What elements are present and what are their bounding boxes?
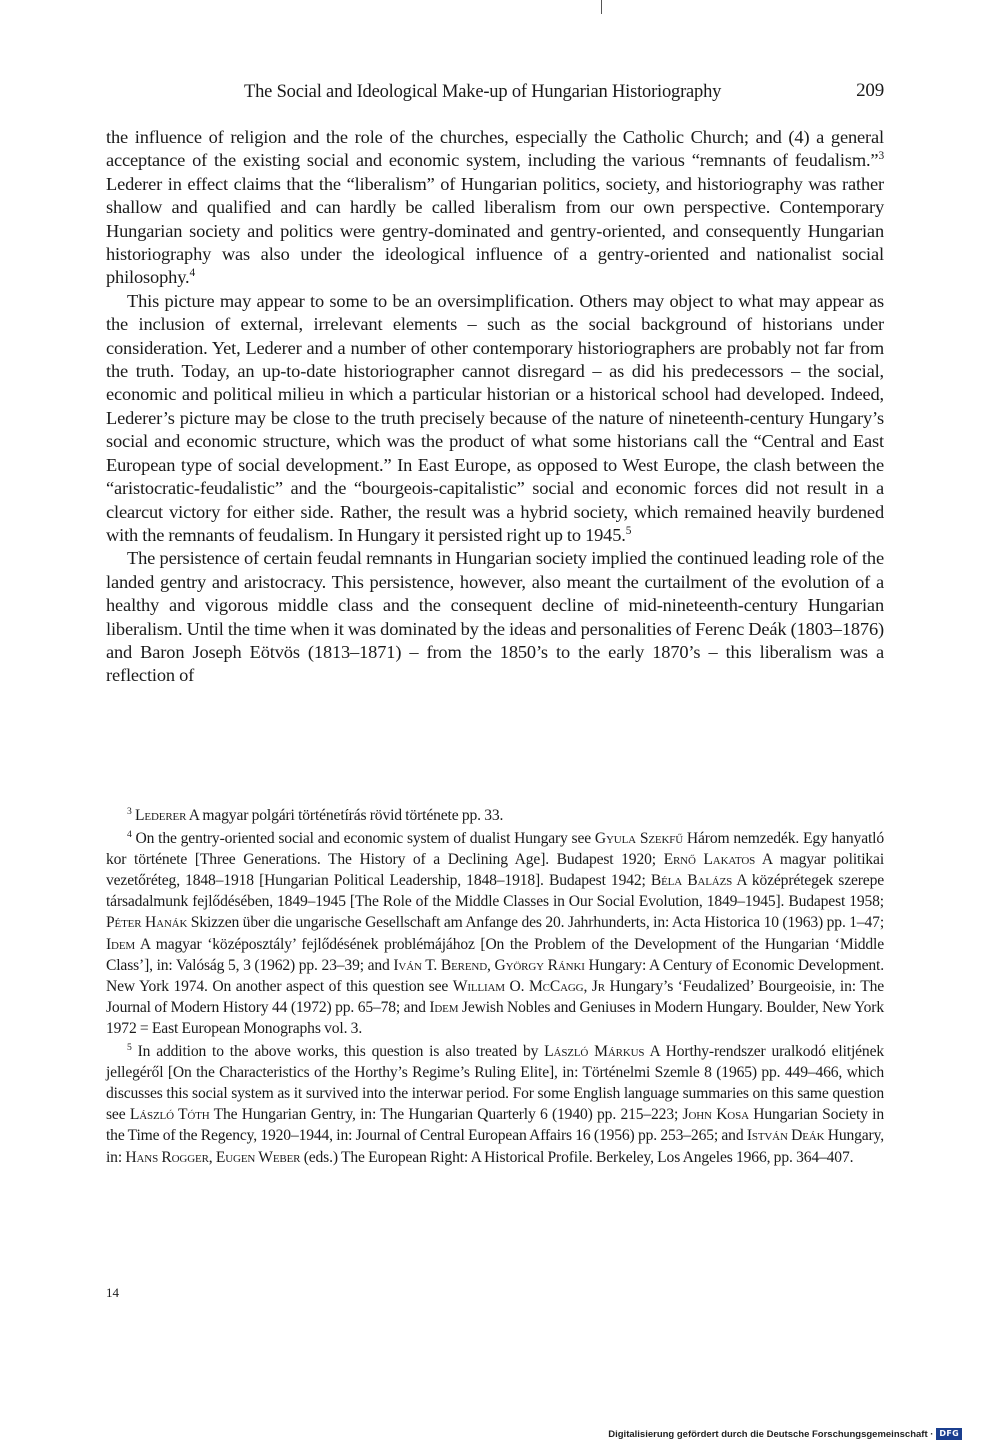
text-run: (eds.) The European Right: A Historical Profile. Berkeley, Los Angeles 1966, pp. 364–407.: [300, 1148, 854, 1166]
footnote-marker: 5: [127, 1041, 132, 1053]
body-paragraph: [106, 547, 884, 687]
footnote-marker: 3: [127, 805, 132, 817]
author-name: William O. McCagg, Jr: [452, 977, 605, 995]
author-name: John Kosa: [682, 1106, 749, 1124]
footnote-marker: 3: [878, 150, 884, 163]
page-number: 209: [856, 80, 884, 101]
text-run: The Hungarian Gentry, in: The Hungarian Quarterly 6 (1940) pp. 215–223;: [209, 1106, 683, 1124]
text-run: ,: [208, 1148, 216, 1166]
author-name: Gyula Szekfű: [594, 830, 684, 848]
footnotes: [106, 805, 884, 1168]
text-run: A középrétegek szerepe társadalmunk fejlődésében, 1849–1945 [The Role of the Middle Classes in Our Social Evolution, 1849–1945]. Budapest 1958;: [106, 872, 884, 911]
author-name: Eugen Weber: [215, 1148, 301, 1166]
text-run: Jewish Nobles and Geniuses in Modern Hungary. Boulder, New York 1972 = East European Monographs vol. 3.: [106, 998, 885, 1037]
body-text: [106, 126, 884, 688]
text-run: ,: [487, 956, 495, 974]
author-name: Idem: [429, 998, 459, 1016]
footnote-marker: 4: [189, 267, 196, 280]
author-name: Péter Hanák: [106, 914, 188, 932]
running-title: The Social and Ideological Make-up of Hungarian Historiography: [244, 82, 722, 102]
funding-notice: [608, 1428, 962, 1440]
footnote-marker: 5: [625, 524, 632, 537]
author-name: László Márkus: [544, 1043, 645, 1061]
text-run: Hungary’s ‘Feudalized’ Bourgeoisie, in: The Journal of Modern History 44 (1972) pp. 65–78; and: [106, 977, 885, 1016]
author-name: Lederer: [135, 807, 187, 824]
scan-edge-mark: [601, 0, 602, 14]
author-name: Hans Rogger: [125, 1148, 209, 1166]
funding-notice-text: Digitalisierung gefördert durch die Deutsche Forschungsgemeinschaft ·: [608, 1428, 934, 1440]
author-name: György Ránki: [494, 956, 585, 974]
text-run: Skizzen über die ungarische Gesellschaft am Anfange des 20. Jahrhunderts, in: Acta Historica 10 (1963) pp. 1–47;: [187, 914, 885, 932]
author-name: Idem: [106, 935, 136, 953]
running-head: [106, 82, 884, 108]
author-name: Iván T. Berend: [393, 956, 488, 974]
text-run: In addition to the above works, this question is also treated by: [131, 1043, 545, 1061]
text-run: The persistence of certain feudal remnants in Hungarian society implied the continued leading role of the landed gentry and aristocracy. This persistence, however, also meant the curtailment of the evolution of a healthy and vigorous middle class and the consequent decline of mid-nineteenth-century Hungarian liberalism. Until the time when it was dominated by the ideas and personalities of Ferenc Deák (1803–1876) and Baron Joseph Eötvös (1813–1871) – from the 1850’s to the early 1870’s – this liberalism was a reflection of: [106, 548, 884, 686]
text-run: Hungary: A Century of Economic Development. New York 1974. On another aspect of this question see: [106, 956, 884, 995]
text-run: A magyar politikai vezetőréteg, 1848–1918 [Hungarian Political Leadership, 1848–1918]. Budapest 1942;: [106, 851, 884, 890]
text-run: the influence of religion and the role of the churches, especially the Catholic Church; and (4) a general acceptance of the existing social and economic system, including the various “remnants of feudalism.”: [106, 127, 884, 171]
footnote: [106, 828, 884, 1039]
text-run: This picture may appear to some to be an oversimplification. Others may object to what may appear as the inclusion of external, irrelevant elements – such as the social background of historians under consideration. Yet, Lederer and a number of other contemporary historiographers are probably not far from the truth. Today, an up-to-date historiographer cannot disregard – as did his predecessors – the social, economic and political milieu in which a particular historian or a historical school had developed. Indeed, Lederer’s picture may be close to the truth precisely because of the nature of nineteenth-century Hungary’s social and economic structure, which was the product of what some historians call the “Central and East European type of social development.” In East Europe, as opposed to West Europe, the clash between the “aristocratic-feudalistic” and the “bourgeois-capitalistic” social and economic forces did not result in a clearcut victory for either side. Rather, the result was a hybrid society, which remained heavily burdened with the remnants of feudalism. In Hungary it persisted right up to 1945.: [106, 290, 884, 545]
text-run: A magyar ‘középosztály’ fejlődésének problémájához [On the Problem of the Development of the Hungarian ‘Middle Class’], in: Valóság 5, 3 (1962) pp. 23–39; and: [106, 935, 884, 974]
author-name: László Tóth: [129, 1106, 210, 1124]
dfg-logo: DFG: [936, 1428, 962, 1440]
text-run: Hungary, in:: [106, 1127, 884, 1166]
body-paragraph: [106, 126, 884, 290]
footnote: [106, 805, 884, 826]
text-run: A magyar polgári történetírás rövid története pp. 33.: [186, 807, 504, 824]
text-run: On the gentry-oriented social and economic system of dualist Hungary see: [131, 830, 595, 848]
text-run: Három nemzedék. Egy hanyatló kor története [Three Generations. The History of a Declining Age]. Budapest 1920;: [106, 830, 884, 869]
author-name: Ernő Lakatos: [663, 851, 756, 869]
author-name: István Deák: [746, 1127, 825, 1145]
author-name: Béla Balázs: [650, 872, 733, 890]
signature-mark: 14: [106, 1285, 119, 1300]
text-run: Lederer in effect claims that the “liberalism” of Hungarian politics, society, and historiography was rather shallow and qualified and can hardly be called liberalism from our own perspective. Contemporary Hungarian society and politics were gentry-dominated and gentry-oriented, and consequently Hungarian historiography was also under the ideological influence of a gentry-oriented and nationalist social philosophy.: [106, 173, 884, 288]
body-paragraph: [106, 290, 884, 547]
text-run: A Horthy-rendszer uralkodó elitjének jellegéről [On the Characteristics of the Horthy’s Regime’s Ruling Elite], in: Történelmi Szemle 8 (1965) pp. 449–466, which discusses this social system as it survived into the interwar period. For some English language summaries on this same question see: [106, 1043, 884, 1124]
text-run: Hungarian Society in the Time of the Regency, 1920–1944, in: Journal of Central European Affairs 16 (1956) pp. 253–265; and: [106, 1106, 884, 1145]
footnote: [106, 1041, 884, 1168]
footnote-marker: 4: [127, 828, 132, 840]
